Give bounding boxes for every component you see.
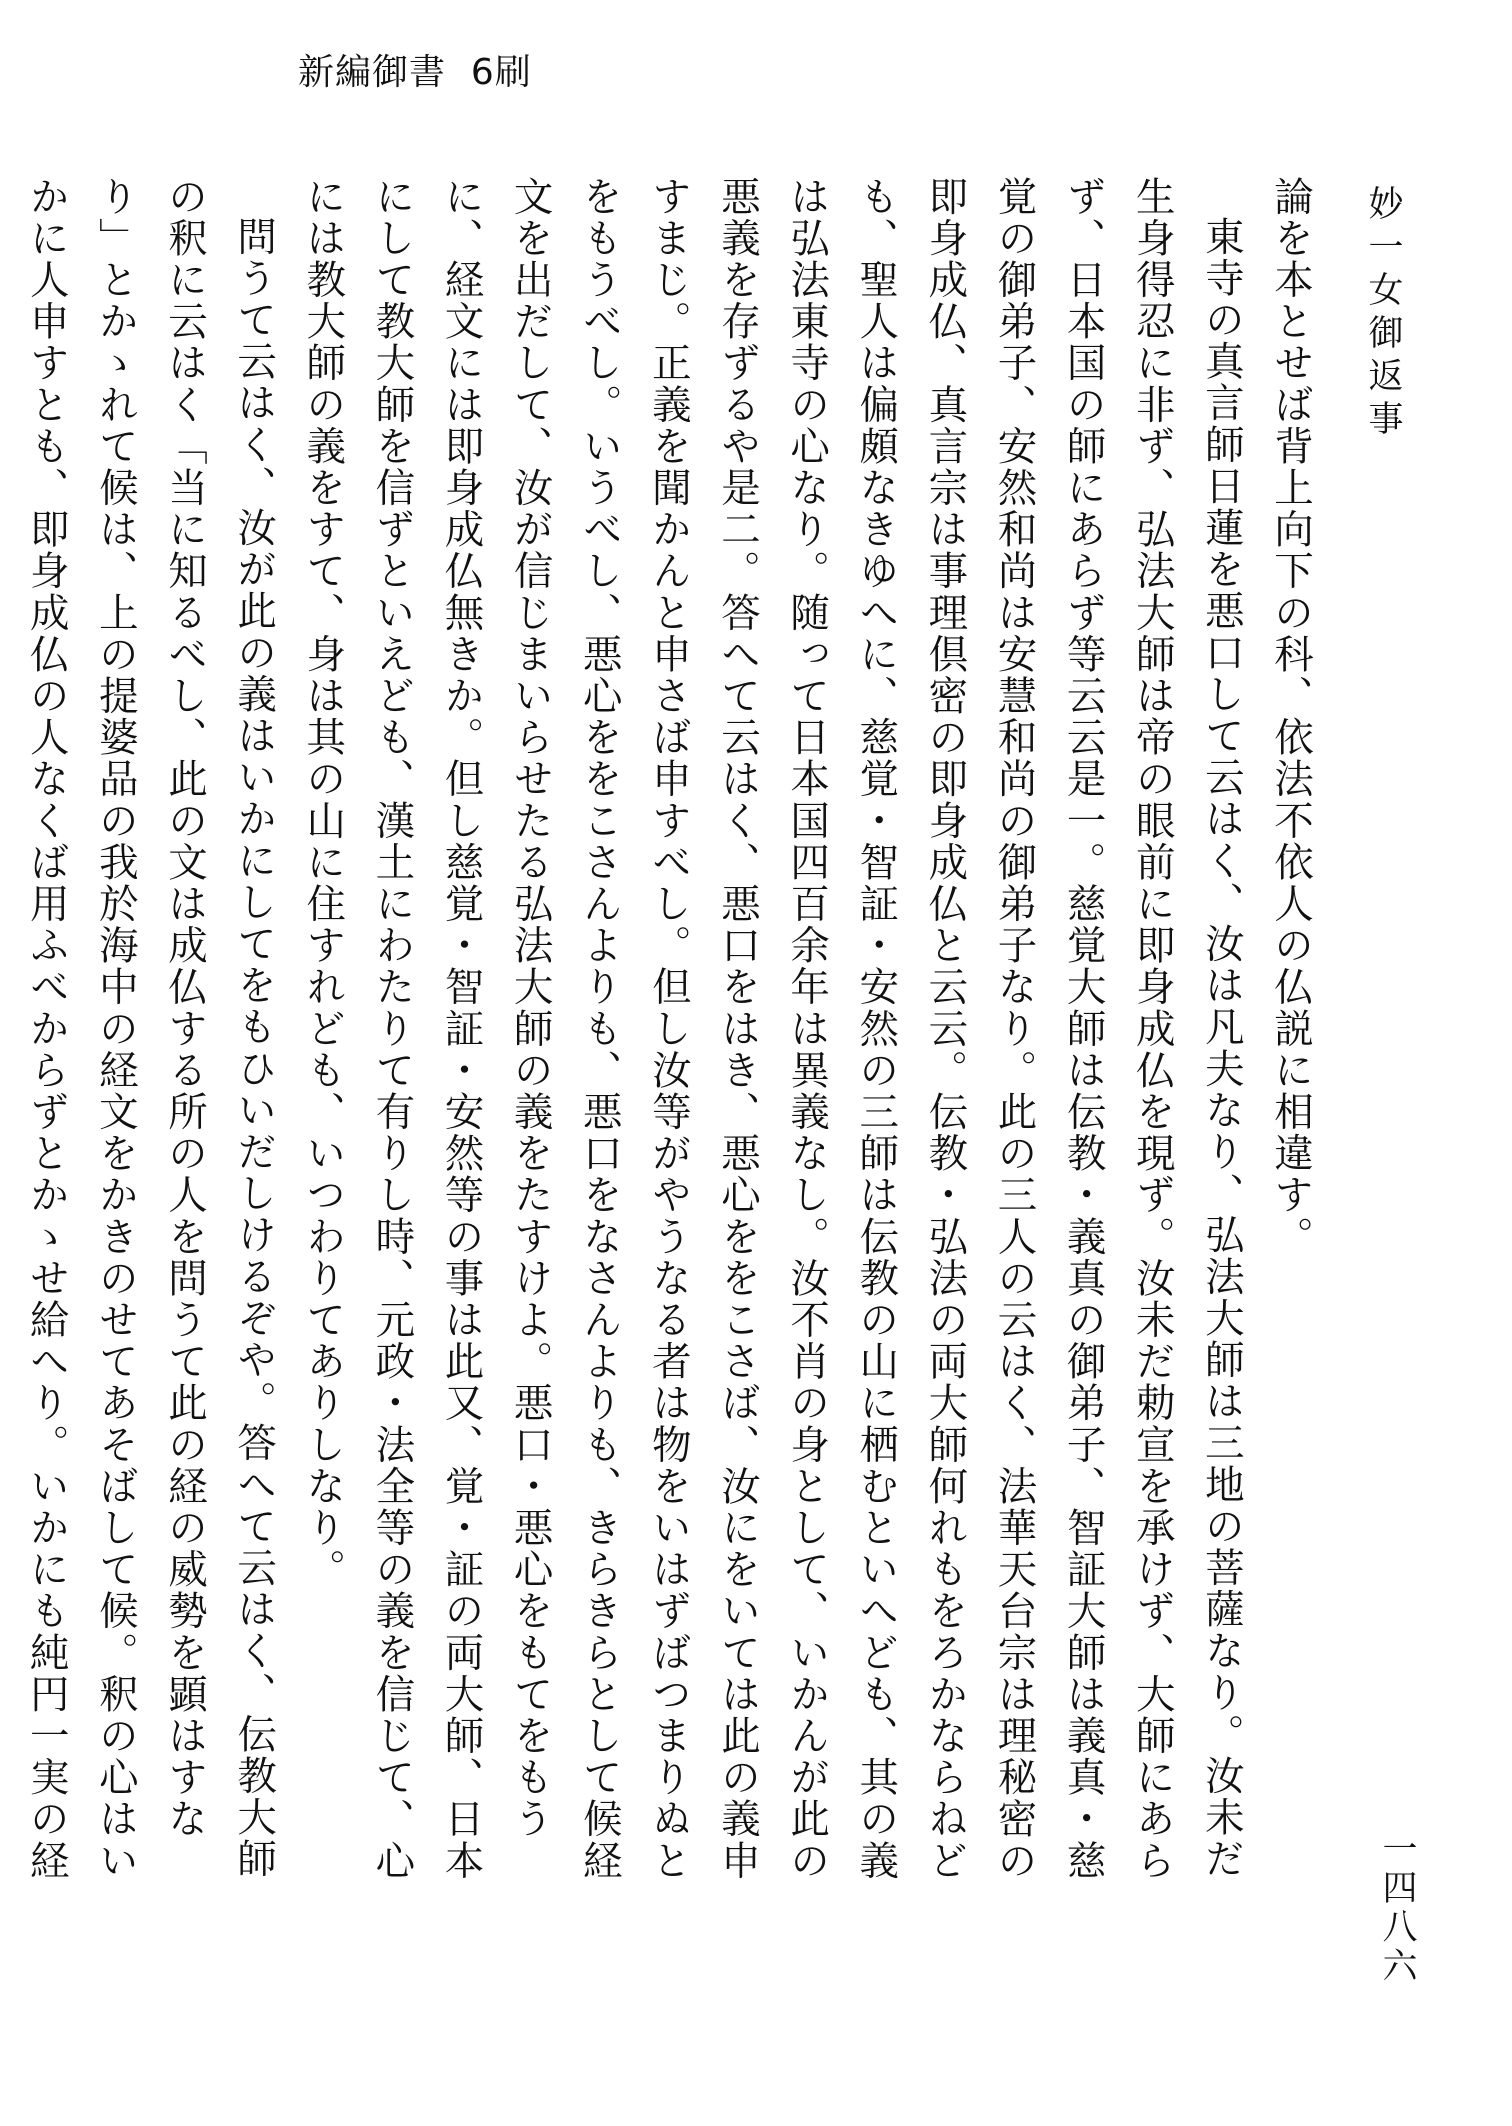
printing-label: 6刷 bbox=[470, 52, 532, 93]
paragraph-1: 論を本とせば背上向下の科、依法不依人の仏説に相違す。 bbox=[1268, 176, 1314, 1258]
paragraph-2: 東寺の真言師日蓮を悪口して云はく、汝は凡夫なり、弘法大師は三地の菩薩なり。汝未だ生身得忍に非ず、弘法大師は帝の眼前に即身成仏を現ず。汝未だ勅宣を承けず、大師にあらず、日本国の師にあらず等云云是一。慈覚大師は伝教・義真の御弟子、智証大師は義真・慈覚の御弟子、安然和尚は安慧和尚の御弟子なり。此の三人の云はく、法華天台宗は理秘密の即身成仏、真言宗は事理倶密の即身成仏と云云。伝教・弘法の両大師何れもをろかならねども、聖人は偏頗なきゆへに、慈覚・智証・安然の三師は伝教の山に栖むといへども、其の義は弘法東寺の心なり。随って日本国四百余年は異義なし。汝不肖の身として、いかんが此の悪義を存ずるや是二。答へて云はく、悪口をはき、悪心ををこさば、汝にをいては此の義申すまじ。正義を聞かんと申さば申すべし。但し汝等がやうなる者は物をいはずばつまりぬとをもうべし。いうべし、悪心ををこさんよりも、悪口をなさんよりも、きらきらとして候経文を出だして、汝が信じまいらせたる弘法大師の義をたすけよ。悪口・悪心をもてをもうに、経文には即身成仏無きか。但し慈覚・智証・安然等の事は此又、覚・証の両大師、日本にして教大師を信ずといえども、漢土にわたりて有りし時、元政・法全等の義を信じて、心には教大師の義をすて、身は其の山に住すれども、いつわりてありしなり。 bbox=[300, 176, 1245, 1882]
main-text-block bbox=[23, 176, 1325, 1896]
running-title: 妙一女御返事 bbox=[1363, 185, 1403, 443]
page-number: 一四八六 bbox=[1377, 1830, 1417, 1986]
header bbox=[298, 44, 532, 95]
paragraph-3: 問うて云はく、汝が此の義はいかにしてをもひいだしけるぞや。答へて云はく、伝教大師の釈に云はく「当に知るべし、此の文は成仏する所の人を問うて此の経の威勢を顕はすなり」とかゝれて候は、上の提婆品の我於海中の経文をかきのせてあそばして候。釈の心はいかに人申すとも、即身成仏の人なくば用ふべからずとかゝせ給へり。いかにも純円一実の経 bbox=[23, 176, 278, 1882]
edition-title: 新編御書 bbox=[298, 52, 447, 93]
